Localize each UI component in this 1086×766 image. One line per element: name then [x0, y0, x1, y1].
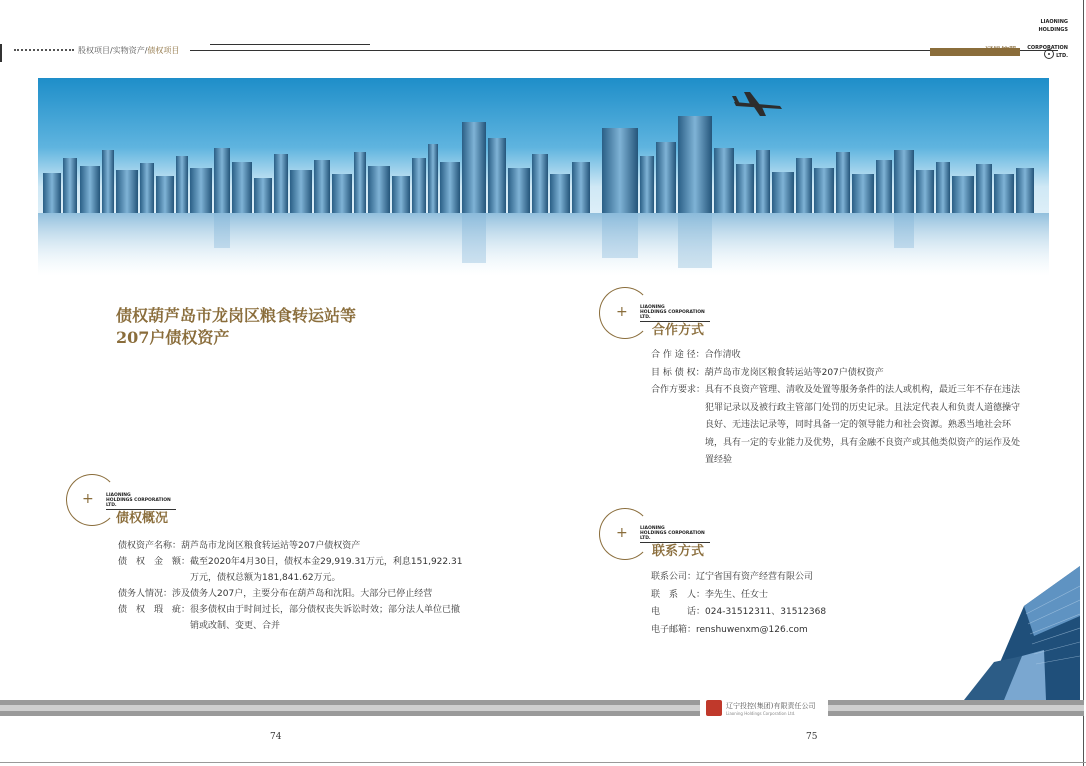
breadcrumb-active: 债权项目: [147, 46, 180, 55]
info-row: 联系公司： 辽宁省国有资产经营有限公司: [651, 572, 814, 582]
cooperation-info: [651, 347, 1023, 470]
crop-mark: [0, 44, 10, 62]
logo-line: HOLDINGS: [1038, 27, 1068, 33]
header-dotted-line: [14, 49, 74, 51]
header-rule: [190, 50, 1058, 51]
header-logo: [1018, 18, 1068, 60]
breadcrumb: [78, 45, 179, 56]
contact-info: [651, 569, 951, 639]
info-row: 联 系 人： 李先生、任女士: [651, 589, 769, 600]
email-link[interactable]: renshuwenxm@126.com: [696, 624, 808, 635]
logo-line: LIAONING: [1040, 19, 1068, 25]
info-row: 债权资产名称： 葫芦岛市龙岗区粮食转运站等207户债权资产: [118, 541, 361, 551]
breadcrumb-prefix: 股权项目/实物资产/: [78, 46, 148, 55]
brand-label: 辽投控股: [985, 46, 1017, 55]
info-row: 债 权 金 额： 截至2020年4月30日，债权本金29,919.31万元，利息151,922.31万元，债权总额为181,841.62万元。: [118, 557, 463, 583]
airplane-icon: [732, 92, 782, 116]
section-mini-label: LIAONING HOLDINGS CORPORATION LTD.: [640, 305, 705, 320]
info-row: 目 标 债 权： 葫芦岛市龙岗区粮食转运站等207户债权资产: [651, 367, 884, 378]
logo-line: CORPORATION: [1027, 45, 1068, 51]
seal-icon: [706, 700, 722, 716]
page-title-line2: 207户债权资产: [116, 328, 230, 347]
info-row: 合 作 途 径： 合作清收: [651, 350, 741, 360]
page-title-line1: 债权葫芦岛市龙岗区粮食转运站等: [116, 306, 357, 325]
section-title-contact: 联系方式: [652, 544, 705, 559]
tower-image: [964, 566, 1080, 700]
frame-line-right: [1083, 0, 1084, 766]
overview-info: [118, 538, 464, 634]
logo-line: LTD.: [1056, 53, 1068, 59]
footer-company-name: 辽宁投控(集团)有限责任公司: [726, 702, 816, 710]
skyline-illustration: [38, 78, 1049, 276]
page-number-left: 74: [270, 732, 282, 742]
footer-company-en: Liaoning Holdings Corporation Ltd.: [726, 711, 796, 716]
info-row: 电 话： 024-31512311、31512368: [651, 607, 827, 617]
plus-icon: +: [82, 491, 94, 507]
section-title-cooperation: 合作方式: [652, 323, 705, 338]
section-mini-label: LIAONING HOLDINGS CORPORATION LTD.: [640, 526, 705, 541]
frame-line-bottom: [0, 762, 1086, 763]
section-mini-label: LIAONING HOLDINGS CORPORATION LTD.: [106, 493, 171, 508]
skyline-banner: [38, 78, 1049, 276]
info-row: 合作方要求： 具有不良资产管理、清收及处置等服务条件的法人或机构，最近三年不存在违法犯罪记录以及被行政主管部门处罚的历史记录。且法定代表人和负责人道德操守良好、无违法记录等，同时具备一定的领导能力和社会资源。熟悉当地社会环境，具有一定的专业能力及优势，具有金融不良资产或其他类似资产的运作及处置经验: [651, 385, 1021, 465]
info-row: 债务人情况： 涉及债务人207户，主要分布在葫芦岛和沈阳。大部分已停止经营: [118, 589, 433, 599]
info-row: 电子邮箱： renshuwenxm@126.com: [651, 622, 951, 640]
section-title-overview: 债权概况: [116, 511, 169, 526]
plus-icon: +: [616, 525, 628, 541]
page-number-right: 75: [806, 732, 818, 742]
plus-icon: +: [616, 304, 628, 320]
logo-circle-icon: [1044, 49, 1054, 59]
info-row: 债 权 瑕 疵： 很多债权由于时间过长，部分债权丧失诉讼时效；部分法人单位已撤销或改制、变更、合并: [118, 605, 461, 631]
page-title: [116, 305, 356, 349]
footer-band-light: [0, 705, 1084, 711]
